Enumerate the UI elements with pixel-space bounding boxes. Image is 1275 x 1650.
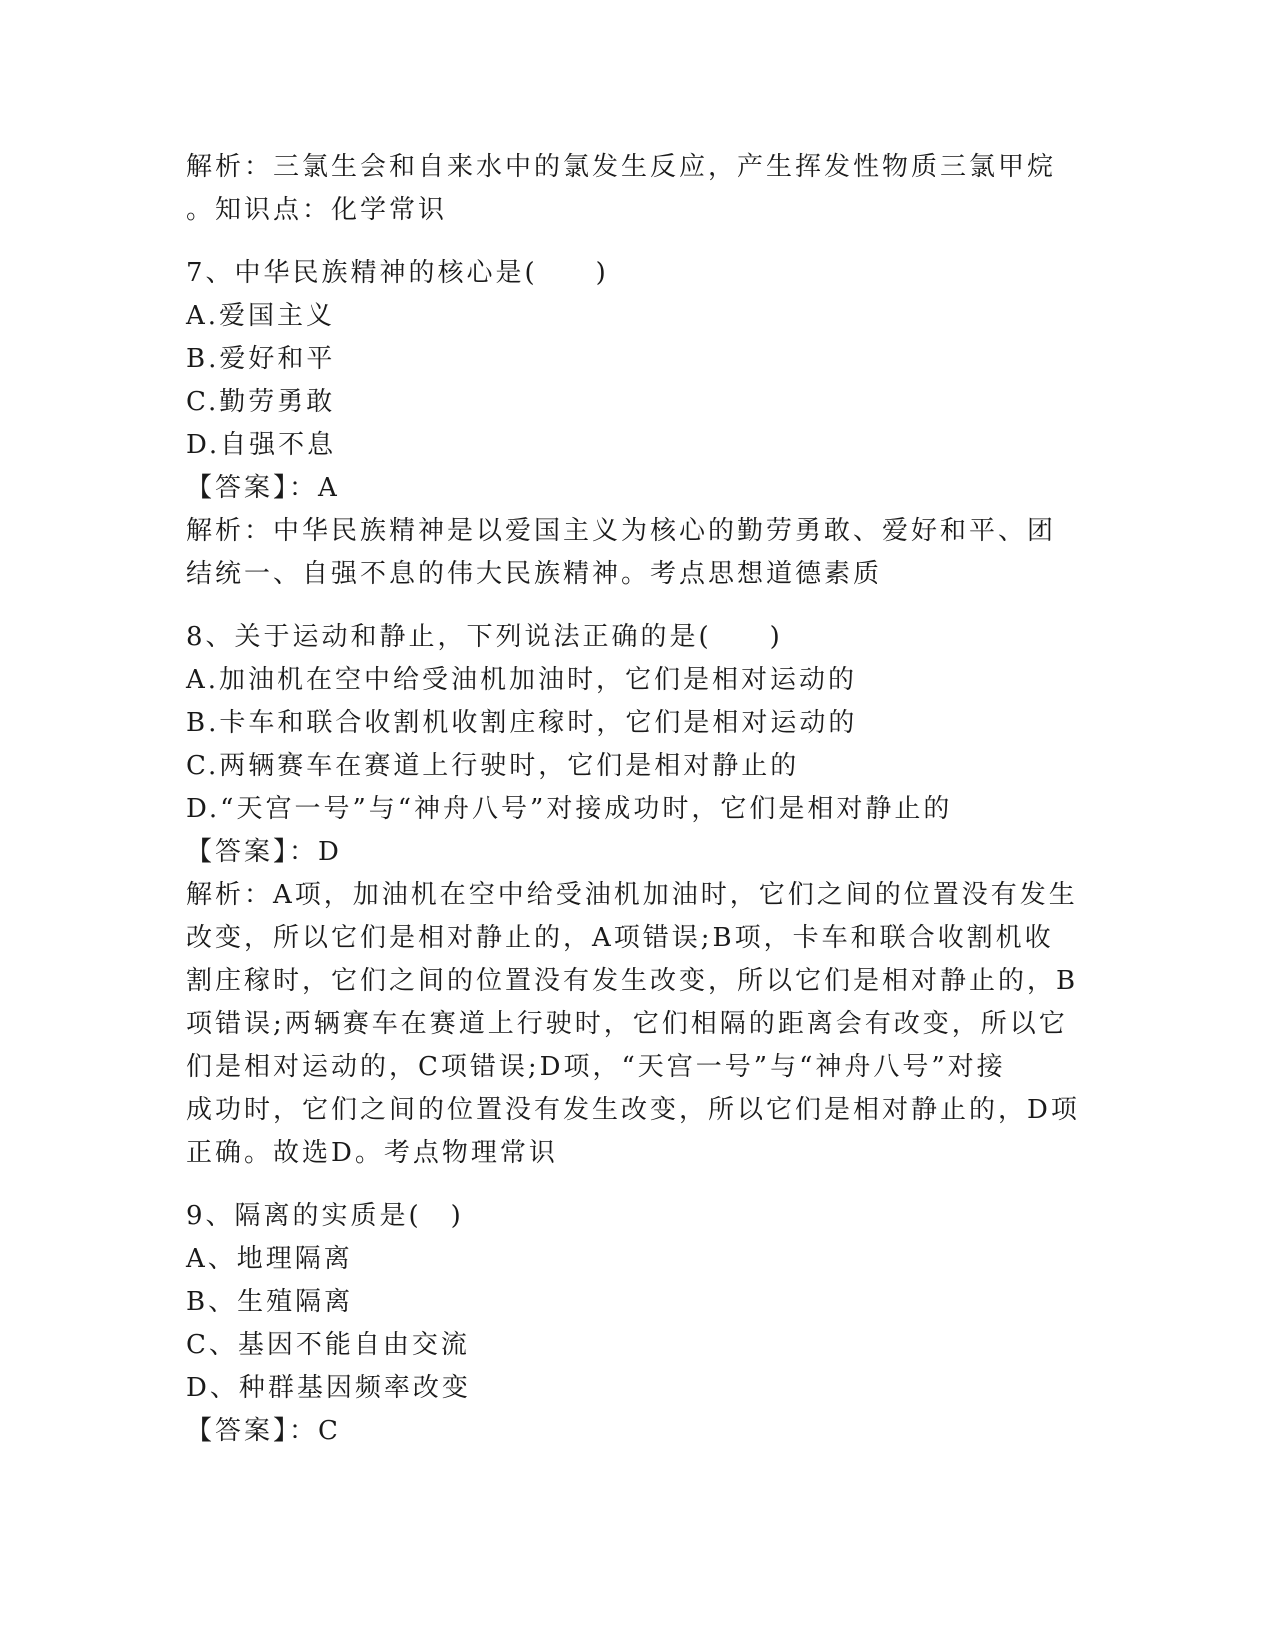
option-b: B、生殖隔离 <box>186 1287 354 1317</box>
analysis-line: 解析：A项，加油机在空中给受油机加油时，它们之间的位置没有发生 <box>186 880 1078 910</box>
question-9 <box>186 1195 1086 1453</box>
analysis-line: 解析：三氯生会和自来水中的氯发生反应，产生挥发性物质三氯甲烷 <box>186 152 1057 182</box>
analysis-line: 解析：中华民族精神是以爱国主义为核心的勤劳勇敢、爱好和平、团 <box>186 516 1057 546</box>
analysis-line: 割庄稼时，它们之间的位置没有发生改变，所以它们是相对静止的，B <box>186 966 1079 996</box>
question-8 <box>186 616 1086 1175</box>
page-content <box>186 146 1086 1453</box>
option-d: D.“天宫一号”与“神舟八号”对接成功时，它们是相对静止的 <box>186 794 953 824</box>
analysis-line: 。知识点：化学常识 <box>186 195 448 225</box>
analysis-line: 项错误;两辆赛车在赛道上行驶时，它们相隔的距离会有改变，所以它 <box>186 1009 1068 1039</box>
option-b: B.爱好和平 <box>186 344 336 374</box>
option-d: D、种群基因频率改变 <box>186 1373 471 1403</box>
analysis-line: 正确。故选D。考点物理常识 <box>186 1138 558 1168</box>
answer-line: 【答案】：D <box>186 837 342 867</box>
option-c: C.勤劳勇敢 <box>186 387 336 417</box>
question-text: 8、关于运动和静止，下列说法正确的是( ) <box>186 622 783 652</box>
analysis-line: 们是相对运动的，C项错误;D项，“天宫一号”与“神舟八号”对接 <box>186 1052 1006 1082</box>
question-text: 7、中华民族精神的核心是( ) <box>186 258 609 288</box>
option-d: D.自强不息 <box>186 430 337 460</box>
question-text: 9、隔离的实质是( ) <box>186 1201 464 1231</box>
option-c: C、基因不能自由交流 <box>186 1330 470 1360</box>
question-7 <box>186 252 1086 596</box>
analysis-line: 结统一、自强不息的伟大民族精神。考点思想道德素质 <box>186 559 883 589</box>
analysis-line: 成功时，它们之间的位置没有发生改变，所以它们是相对静止的，D项 <box>186 1095 1080 1125</box>
analysis-line: 改变，所以它们是相对静止的，A项错误;B项，卡车和联合收割机收 <box>186 923 1054 953</box>
option-b: B.卡车和联合收割机收割庄稼时，它们是相对运动的 <box>186 708 858 738</box>
option-a: A.加油机在空中给受油机加油时，它们是相对运动的 <box>186 665 858 695</box>
answer-line: 【答案】：A <box>186 473 340 503</box>
option-c: C.两辆赛车在赛道上行驶时，它们是相对静止的 <box>186 751 800 781</box>
question-6-analysis <box>186 146 1086 232</box>
option-a: A、地理隔离 <box>186 1244 353 1274</box>
option-a: A.爱国主义 <box>186 301 336 331</box>
answer-line: 【答案】：C <box>186 1416 341 1446</box>
